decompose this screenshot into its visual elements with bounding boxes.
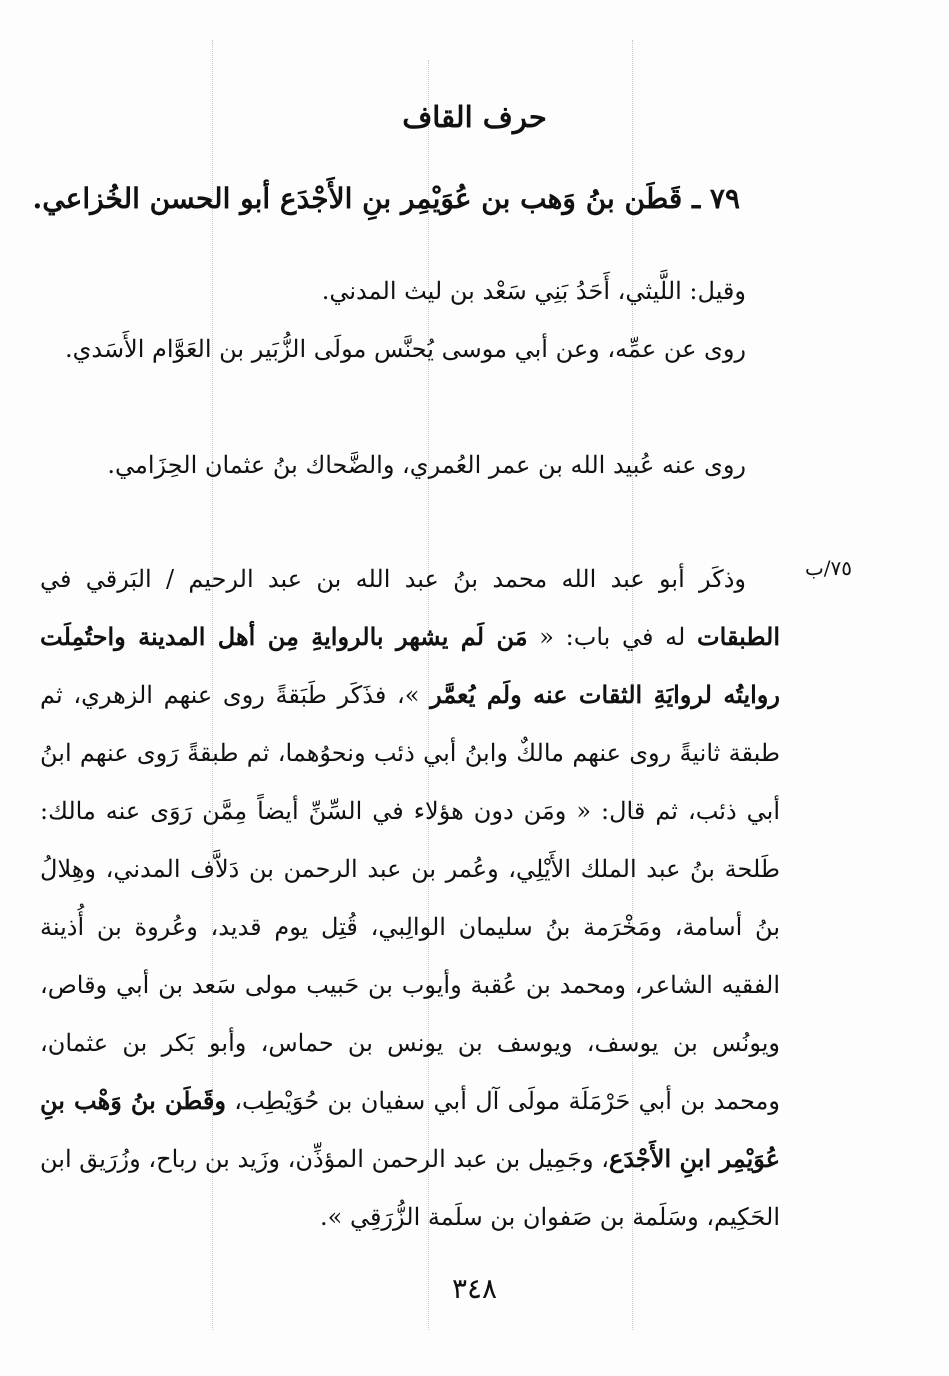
manuscript-folio-reference: ٧٥/ب — [804, 556, 852, 580]
text-segment: وذكَر أبو عبد الله محمد بنُ عبد الله بن عبد الرحيم / البَرقي في — [40, 565, 746, 593]
paragraph-lineage: وقيل: اللَّيثي، أَحَدُ بَنِي سَعْد بن ليث المدني. — [321, 277, 746, 305]
text-segment: ، وجَمِيل بن عبد الرحمن المؤذِّن، وزَيد بن رباح، وزُرَيق ابن الحَكِيم، وسَلَمة بن صَفوان بن سلَمة الزُّرَقِي ». — [40, 1145, 780, 1231]
paragraph-barqi-tabaqat — [40, 550, 780, 1246]
text-segment: »، فذَكَر طَبَقةً روى عنهم الزهري، ثم طبقة ثانيةً روى عنهم مالكٌ وابنُ أبي ذئب ونحوُهما، ثم طبقةً رَوى عنهم ابنُ أبي ذئب، ثم قال: « ومَن دون هؤلاء في السِّنِّ أيضاً مِمَّن رَوَى عنه مالك: طَلحة بنُ عبد الملك الأَيْلِي، وعُمر بن عبد الرحمن بن دَلاَّف المدني، وهِلالُ بنُ أسامة، ومَخْرَمة بنُ سليمان الوالِبي، قُتِل يوم قديد، وعُروة بن أُذينة الفقيه الشاعر، ومحمد بن عُقبة وأيوب بن حَبيب مولى سَعد بن أبي وقاص، ويونُس بن يوسف، ويوسف بن يونس بن حماس، وأبو بَكر بن عثمان، ومحمد بن أبي حَرْمَلَة مولَى آل أبي سفيان بن حُوَيْطِب، — [40, 681, 781, 1115]
paragraph-narrated-from: روى عن عمِّه، وعن أبي موسى يُحنَّس مولَى الزُّبَير بن العَوَّام الأَسَدي. — [64, 335, 746, 363]
text-segment: له في باب: « — [527, 623, 698, 651]
book-title-bold: الطبقات — [697, 622, 781, 651]
subject-name-bold: وقَطَن بنُ وَهْب بنِ عُوَيْمِر ابنِ الأَجْدَع — [40, 1086, 781, 1173]
section-heading: حرف القاف — [402, 100, 547, 134]
entry-title: ٧٩ ـ قَطَن بنُ وَهب بن عُوَيْمِر بنِ الأَجْدَع أبو الحسن الخُزاعي. — [32, 182, 740, 215]
page-number: ٣٤٨ — [451, 1272, 498, 1305]
paragraph-narrated-by: روى عنه عُبيد الله بن عمر العُمري، والضَّحاك بنُ عثمان الحِزَامي. — [107, 451, 746, 479]
chapter-title-bold: مَن لَم يشهر بالروايةِ مِن أهل المدينة واحتُمِلَت روايتُه لروايَةِ الثقات عنه ولَم يُعمَّر — [40, 622, 780, 709]
